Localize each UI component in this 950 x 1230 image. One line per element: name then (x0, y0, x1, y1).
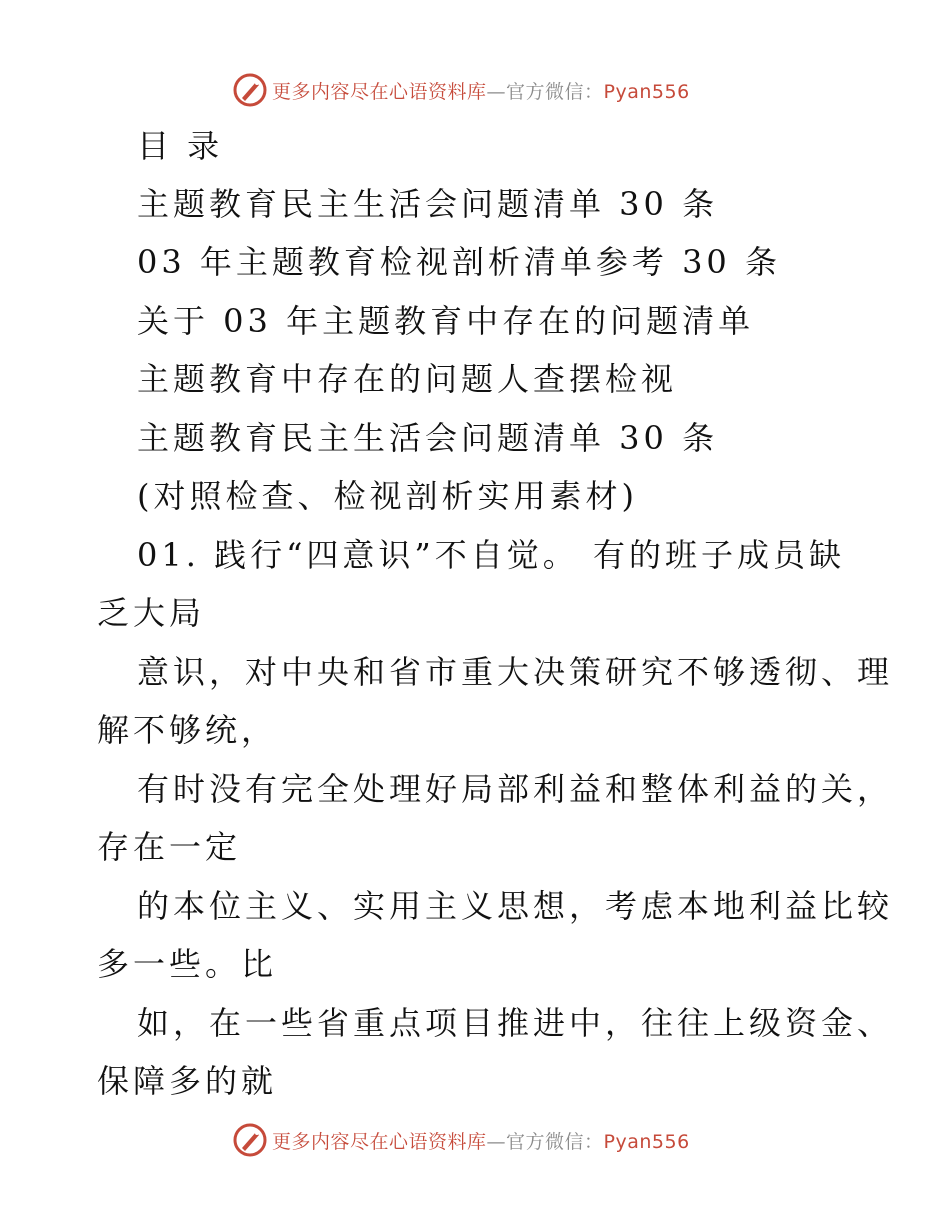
paragraph-line: 多一些。比 (97, 945, 278, 983)
toc-item: 主题教育民主生活会问题清单 30 条 (137, 185, 719, 223)
toc-item: 关于 03 年主题教育中存在的问题清单 (137, 302, 755, 340)
paragraph-line: 保障多的就 (97, 1062, 278, 1100)
watermark-separator: —官方微信： (486, 81, 604, 103)
watermark-wechat-id: Pyan556 (603, 1131, 690, 1153)
pen-nib-logo-icon (232, 1122, 268, 1158)
watermark-text (272, 1127, 690, 1154)
watermark-separator: —官方微信： (486, 1131, 604, 1153)
toc-item: 主题教育中存在的问题人查摆检视 (137, 360, 678, 398)
watermark-banner-bottom (0, 1120, 950, 1160)
paragraph-line: 如，在一些省重点项目推进中，往往上级资金、 (137, 1004, 894, 1042)
watermark-wechat-id: Pyan556 (603, 81, 690, 103)
watermark-brand: 更多内容尽在心语资料库 (272, 1131, 487, 1153)
section-subtitle: (对照检查、检视剖析实用素材) (137, 477, 638, 515)
paragraph-line: 解不够统， (97, 711, 278, 749)
watermark-brand: 更多内容尽在心语资料库 (272, 81, 487, 103)
paragraph-line: 意识，对中央和省市重大决策研究不够透彻、理 (137, 653, 894, 691)
toc-item: 03 年主题教育检视剖析清单参考 30 条 (137, 243, 781, 281)
paragraph-line: 有时没有完全处理好局部利益和整体利益的关， (137, 770, 894, 808)
watermark-banner-top (0, 70, 950, 110)
pen-nib-logo-icon (232, 72, 268, 108)
watermark-text (272, 77, 690, 104)
paragraph-line: 的本位主义、实用主义思想，考虑本地利益比较 (137, 887, 894, 925)
section-title: 主题教育民主生活会问题清单 30 条 (137, 419, 719, 457)
paragraph-line: 乏大局 (97, 594, 206, 632)
paragraph-line: 存在一定 (97, 828, 242, 866)
paragraph-line: 01. 践行“四意识”不自觉。 有的班子成员缺 (137, 536, 845, 574)
toc-heading: 目 录 (137, 127, 224, 165)
